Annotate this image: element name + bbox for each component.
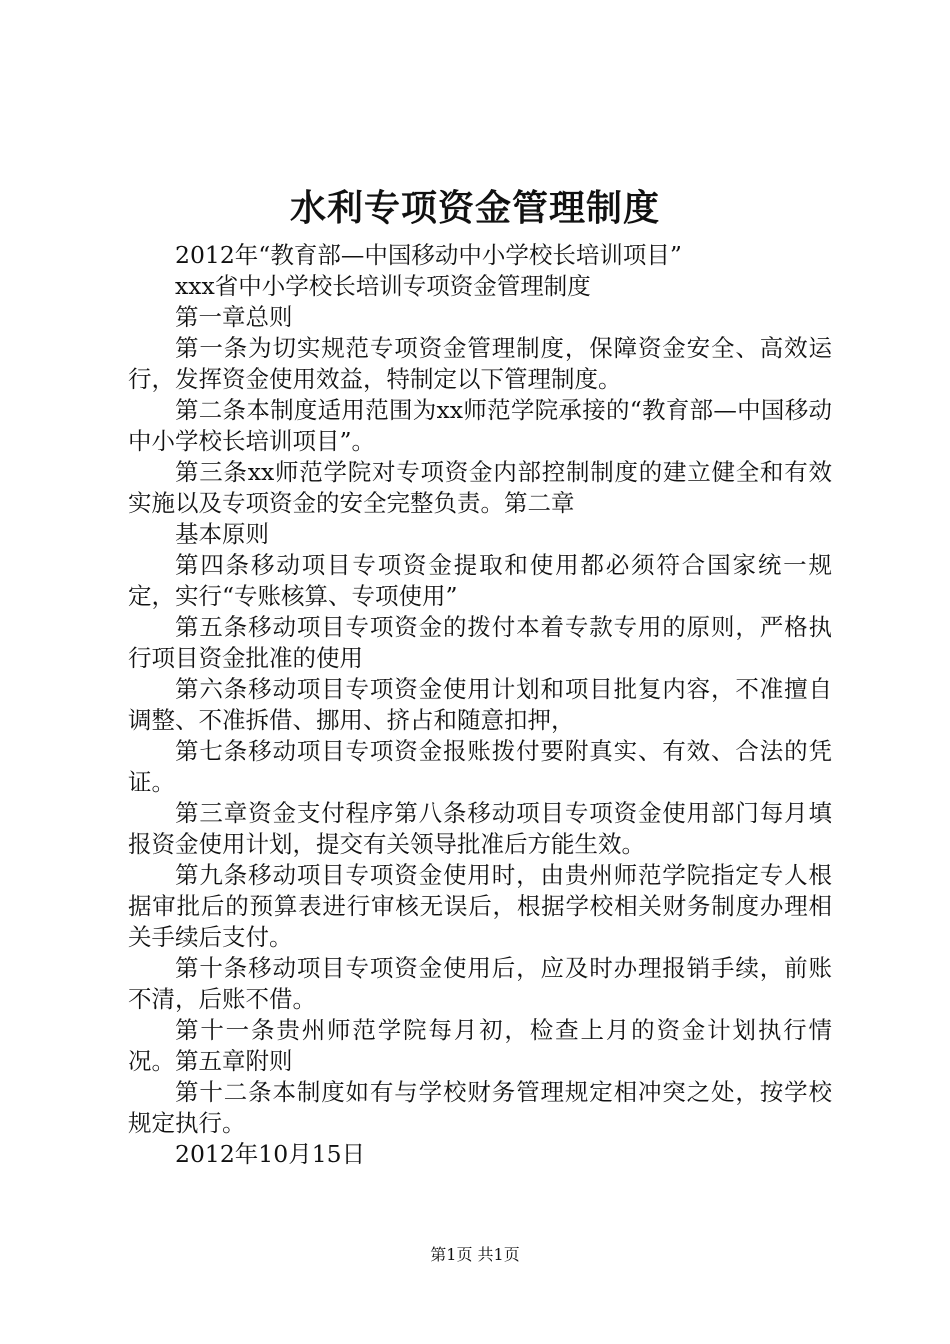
- paragraph: 第一章总则: [175, 303, 293, 331]
- paragraph: 第七条移动项目专项资金报账拨付要附真实、有效、合法的凭证。: [128, 737, 832, 796]
- document-title: 水利专项资金管理制度: [289, 188, 660, 229]
- paragraph: 第十条移动项目专项资金使用后，应及时办理报销手续，前账不清，后账不借。: [128, 954, 832, 1013]
- paragraph: 第十二条本制度如有与学校财务管理规定相冲突之处，按学校规定执行。: [128, 1078, 832, 1137]
- paragraph: 第九条移动项目专项资金使用时，由贵州师范学院指定专人根据审批后的预算表进行审核无误后，根据学校相关财务制度办理相关手续后支付。: [128, 861, 832, 951]
- paragraph: 第三条xx师范学院对专项资金内部控制制度的建立健全和有效实施以及专项资金的安全完整负责。第二章: [128, 458, 832, 517]
- page-footer: 第1页 共1页: [430, 1245, 520, 1264]
- document-date: 2012年10月15日: [175, 1140, 366, 1168]
- paragraph: 第四条移动项目专项资金提取和使用都必须符合国家统一规定，实行“专账核算、专项使用”: [128, 551, 832, 610]
- paragraph: 基本原则: [175, 520, 269, 548]
- paragraph: 第一条为切实规范专项资金管理制度，保障资金安全、高效运行，发挥资金使用效益，特制定以下管理制度。: [128, 334, 832, 393]
- paragraph: xxx省中小学校长培训专项资金管理制度: [175, 272, 591, 300]
- paragraph: 第三章资金支付程序第八条移动项目专项资金使用部门每月填报资金使用计划，提交有关领导批准后方能生效。: [128, 799, 832, 858]
- paragraph: 2012年“教育部—中国移动中小学校长培训项目”: [175, 241, 682, 269]
- paragraph: 第六条移动项目专项资金使用计划和项目批复内容，不准擅自调整、不准拆借、挪用、挤占和随意扣押，: [128, 675, 832, 734]
- paragraph: 第五条移动项目专项资金的拨付本着专款专用的原则，严格执行项目资金批准的使用: [128, 613, 832, 672]
- paragraph: 第二条本制度适用范围为xx师范学院承接的“教育部—中国移动中小学校长培训项目”。: [128, 396, 832, 455]
- document-body: [128, 240, 832, 1170]
- paragraph: 第十一条贵州师范学院每月初，检查上月的资金计划执行情况。第五章附则: [128, 1016, 832, 1075]
